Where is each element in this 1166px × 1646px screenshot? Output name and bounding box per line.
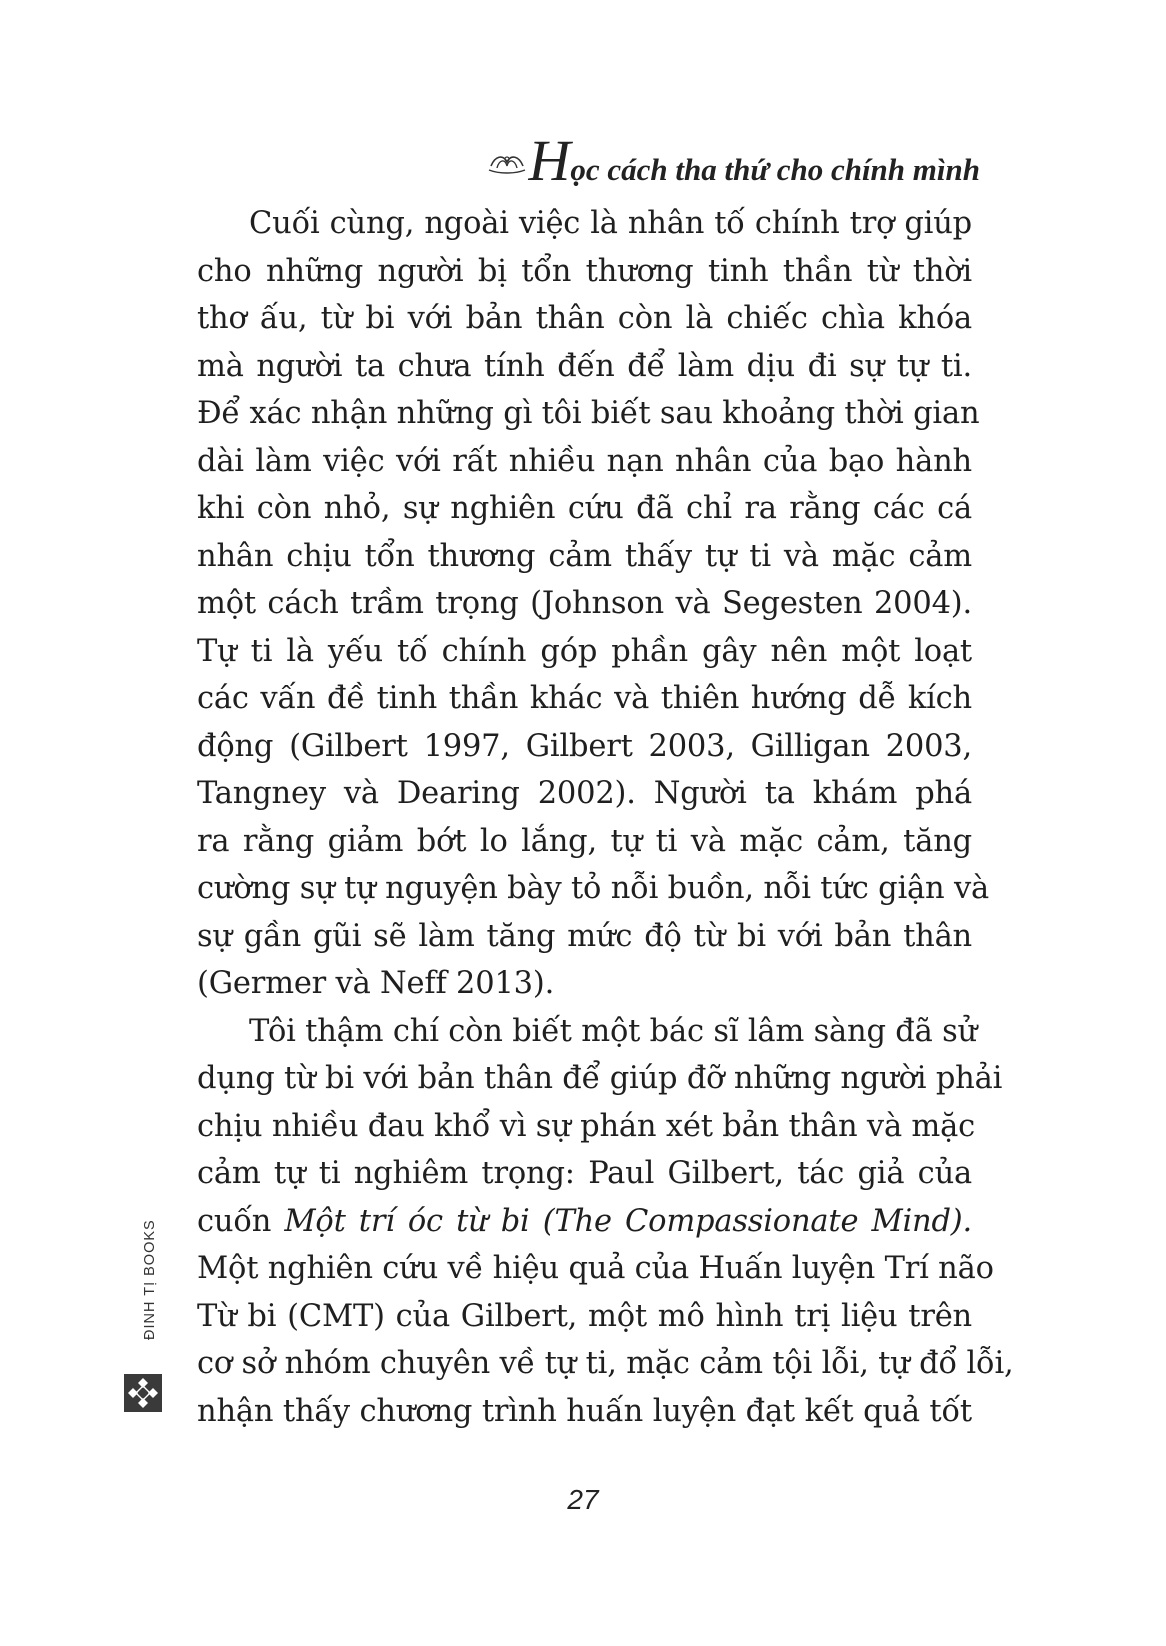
text-line: cơ sở nhóm chuyên về tự ti, mặc cảm tội lỗi, tự đổ lỗi, bbox=[197, 1346, 1014, 1381]
page-number: 27 bbox=[567, 1484, 599, 1515]
text-line: cường sự tự nguyện bày tỏ nỗi buồn, nỗi tức giận và bbox=[197, 871, 989, 906]
text-line: Tôi thậm chí còn biết một bác sĩ lâm sàng đã sử bbox=[249, 1013, 978, 1049]
lotus-ornament-icon bbox=[487, 148, 527, 176]
text-line: các vấn đề tinh thần khác và thiên hướng dễ kích bbox=[197, 681, 972, 716]
text-line-book-title bbox=[197, 1198, 972, 1246]
text-line: nhân chịu tổn thương cảm thấy tự ti và mặc cảm bbox=[197, 538, 972, 574]
text-fragment: cuốn bbox=[197, 1203, 285, 1239]
dinhti-diamond-logo-icon bbox=[124, 1374, 162, 1412]
publisher-name: ĐINH TỊ BOOKS bbox=[142, 1219, 158, 1340]
text-line: nhận thấy chương trình huấn luyện đạt kết quả tốt bbox=[197, 1393, 972, 1429]
text-line: khi còn nhỏ, sự nghiên cứu đã chỉ ra rằng các cá bbox=[197, 491, 972, 526]
text-line: thơ ấu, từ bi với bản thân còn là chiếc chìa khóa bbox=[197, 301, 972, 336]
text-line: Cuối cùng, ngoài việc là nhân tố chính trợ giúp bbox=[249, 206, 972, 241]
text-line: dụng từ bi với bản thân để giúp đỡ những người phải bbox=[197, 1061, 1003, 1096]
book-title: Một trí óc từ bi (The Compassionate Mind). bbox=[284, 1203, 972, 1239]
text-line: động (Gilbert 1997, Gilbert 2003, Gilligan 2003, bbox=[197, 728, 972, 764]
paragraph-2 bbox=[197, 1008, 1014, 1436]
text-line: Từ bi (CMT) của Gilbert, một mô hình trị liệu trên bbox=[197, 1298, 972, 1334]
text-line: một cách trầm trọng (Johnson và Segesten 2004). bbox=[197, 586, 972, 621]
text-line: cho những người bị tổn thương tinh thần từ thời bbox=[197, 253, 972, 289]
header-initial: H bbox=[528, 128, 571, 193]
text-line: mà người ta chưa tính đến để làm dịu đi sự tự ti. bbox=[197, 348, 972, 384]
body-text bbox=[197, 200, 1014, 1435]
text-line: ra rằng giảm bớt lo lắng, tự ti và mặc cảm, tăng bbox=[197, 823, 972, 859]
text-line: cảm tự ti nghiêm trọng: Paul Gilbert, tác giả của bbox=[197, 1156, 972, 1191]
text-line: Tự ti là yếu tố chính góp phần gây nên một loạt bbox=[197, 633, 972, 669]
text-line: Để xác nhận những gì tôi biết sau khoảng thời gian bbox=[197, 396, 980, 431]
running-header bbox=[487, 128, 981, 193]
text-line: Một nghiên cứu về hiệu quả của Huấn luyện Trí não bbox=[197, 1251, 994, 1286]
text-line: chịu nhiều đau khổ vì sự phán xét bản thân và mặc bbox=[197, 1108, 976, 1144]
text-line: sự gần gũi sẽ làm tăng mức độ từ bi với bản thân bbox=[197, 918, 972, 954]
text-line: dài làm việc với rất nhiều nạn nhân của bạo hành bbox=[197, 443, 972, 479]
text-line: (Germer và Neff 2013). bbox=[197, 966, 555, 1001]
text-line: Tangney và Dearing 2002). Người ta khám phá bbox=[197, 776, 972, 811]
header-title: ọc cách tha thứ cho chính mình bbox=[570, 152, 980, 187]
paragraph-1 bbox=[197, 200, 989, 1008]
